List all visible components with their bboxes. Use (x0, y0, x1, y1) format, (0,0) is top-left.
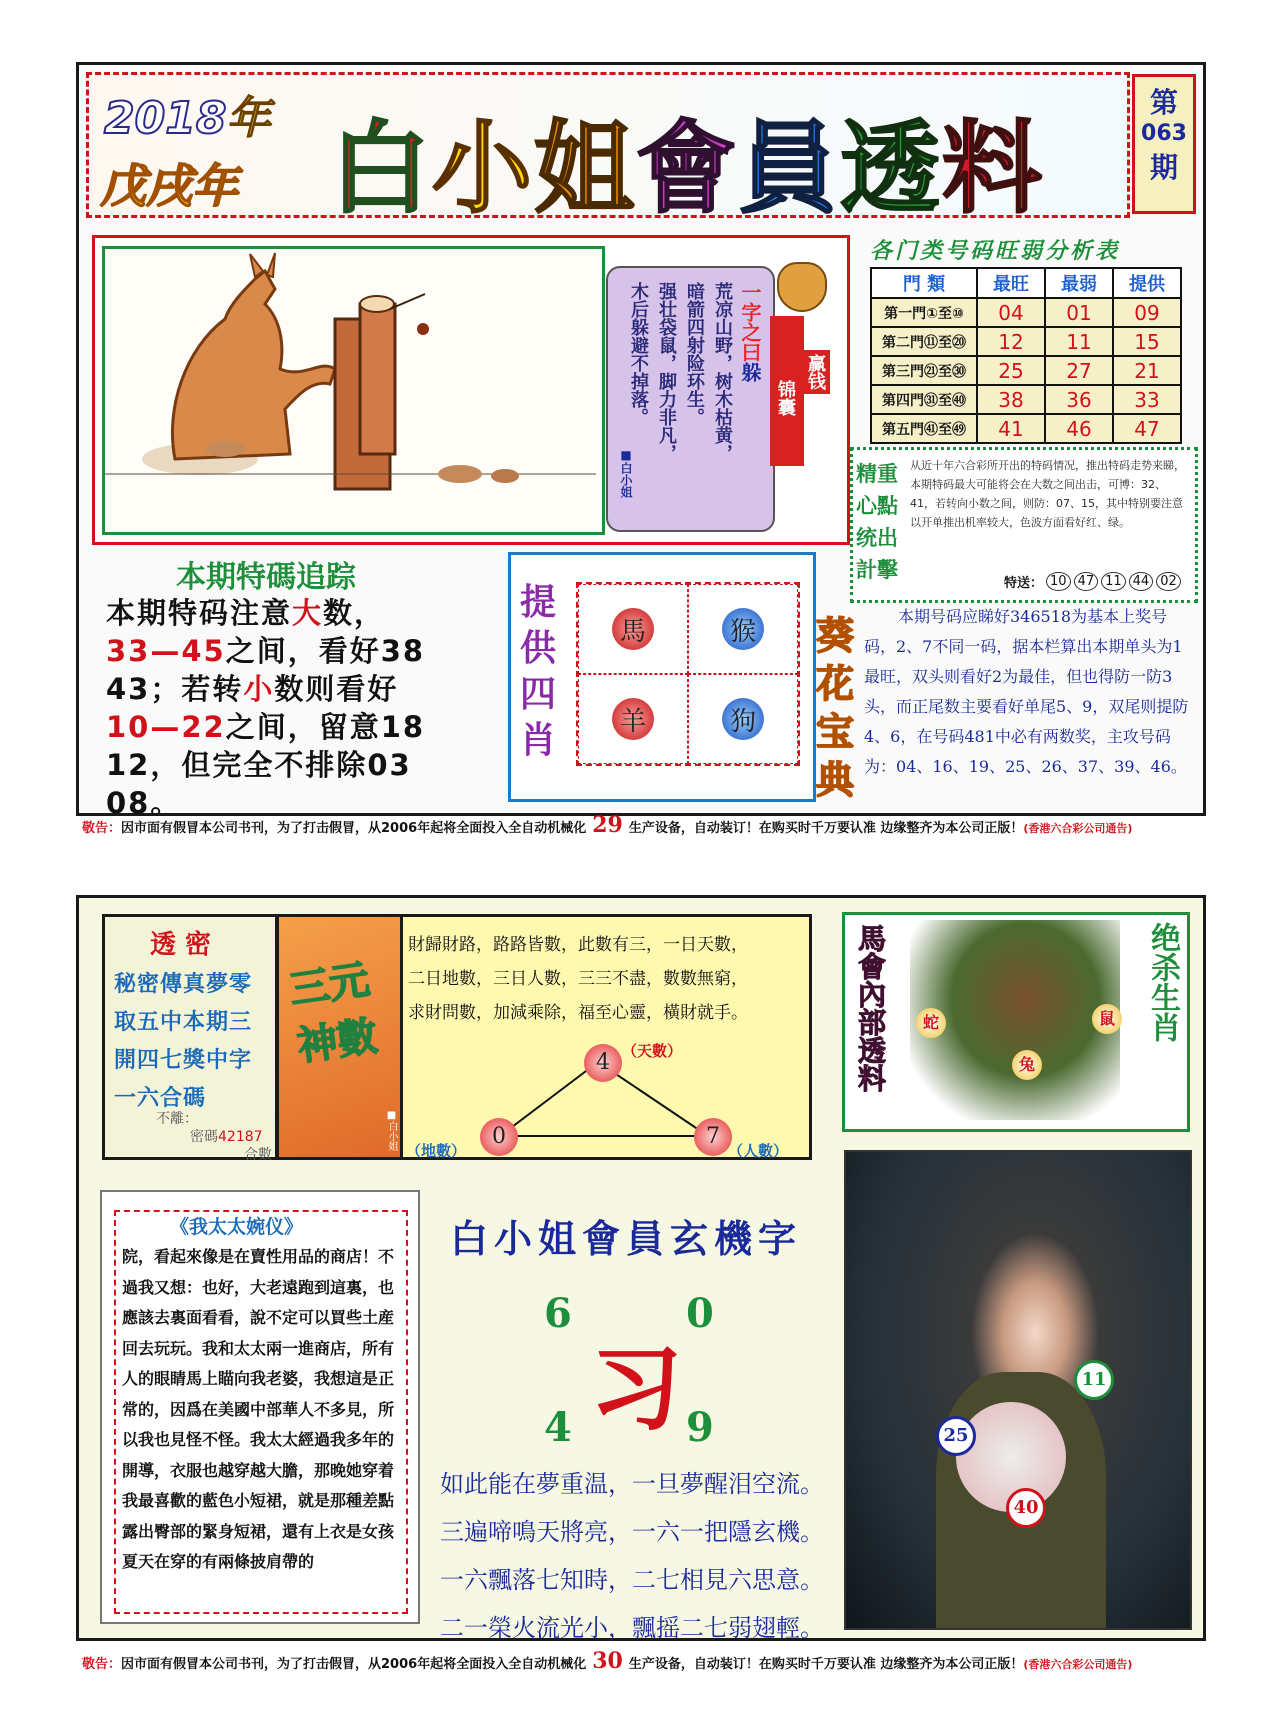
kangaroo-illustration (102, 246, 605, 535)
kuihua-text: 本期号码应睇好346518为基本上奖号码，2、7不同一码，据本栏算出本期单头为1最旺，双头则看好2为最佳，但也得防一防3头，而正尾数主要看好单尾5、9，双尾则提防4、6，在号码481中必有两数奖，主攻号码为：04、16、19、25、26、37、39、46。 (864, 607, 1189, 776)
masthead-year: 2018年 (104, 93, 271, 144)
xuanji-title: 白小姐會員玄機字 (450, 1217, 803, 1261)
max-cell: 04 (977, 298, 1045, 327)
issue-prefix: 第 (1149, 86, 1178, 119)
horse-label: 馬會內部透料 (854, 924, 887, 1092)
ren-label: （人數） (728, 1142, 789, 1160)
min-cell: 27 (1045, 356, 1113, 385)
title-char: 會 (636, 110, 736, 227)
max-cell: 25 (977, 356, 1045, 385)
scroll-line: 强壮袋鼠，脚力非凡， (656, 282, 677, 462)
table-row (871, 298, 1181, 327)
masthead-title (330, 88, 1042, 227)
masthead-zodiac-year: 戊戌年 (100, 159, 238, 213)
sanyuan-credit: ■白小姐 (386, 1110, 397, 1151)
title-char: 姐 (534, 110, 634, 227)
photo-ball: 11 (1074, 1360, 1114, 1400)
secret-note: 不離： 密碼42187 合數 (156, 1111, 272, 1163)
xuanji-num: 9 (686, 1404, 714, 1451)
col-header: 最弱 (1045, 268, 1113, 298)
offer-cell: 15 (1113, 327, 1181, 356)
animal-cell-monkey: 猴 (688, 584, 798, 674)
photo-ball: 25 (936, 1416, 976, 1456)
precise-label: 精重 心點 统出 計擊 (856, 462, 898, 582)
scroll-heading: 一字之曰躲 (738, 282, 762, 382)
analysis-table (870, 267, 1182, 444)
title-char: 料 (942, 110, 1042, 227)
bag-label: 锦囊 (775, 380, 796, 416)
offer-cell: 09 (1113, 298, 1181, 327)
money-bag-icon (777, 262, 827, 312)
xuanji-num: 6 (544, 1290, 572, 1337)
animal-cell-dog: 狗 (688, 674, 798, 764)
table-header-row (871, 268, 1181, 298)
min-cell: 46 (1045, 414, 1113, 443)
offer-cell: 21 (1113, 356, 1181, 385)
issue-badge (1132, 74, 1196, 214)
tracking-text: 本期特码注意大数， 33—45之间，看好38 43；若转小数则看好 10—22之间，留意18 12，但完全不排除03 08。 (106, 596, 426, 820)
door-cell: 第四門㉛至㊵ (871, 385, 977, 414)
kuihua-label: 葵花宝典 (815, 614, 854, 802)
xuanji-num: 4 (544, 1404, 572, 1451)
secret-title: 透 密 (150, 930, 212, 960)
animal-cell-sheep: 羊 (578, 674, 688, 764)
offer-cell: 33 (1113, 385, 1181, 414)
horse-side-label: 绝杀生肖 (1145, 922, 1180, 1042)
issue-suffix: 期 (1149, 151, 1178, 184)
title-char: 小 (432, 110, 532, 227)
zodiac-badge: 鼠 (1092, 1004, 1122, 1034)
sanyuan-label: 三元 神數 (286, 956, 381, 1071)
scroll-signature: ■白小姐 (619, 448, 633, 498)
notice-bar: 敬告：因市面有假冒本公司书刊，为了打击假冒，从2006年起将全面投入全自动机械化 30 生产设备，自动装订！在购买时千万要认准 边缘整齐为本公司正版！(香港六合彩公司通告) (82, 1648, 1133, 1674)
notice-bar: 敬告：因市面有假冒本公司书刊，为了打击假冒，从2006年起将全面投入全自动机械化 29 生产设备，自动装订！在购买时千万要认准 边缘整齐为本公司正版！(香港六合彩公司通告) (82, 812, 1133, 838)
table-row (871, 327, 1181, 356)
di-label: （地數） (406, 1142, 467, 1160)
special-ball: 02 (1156, 572, 1181, 591)
xuanji-num: 0 (686, 1290, 714, 1337)
precise-text: 从近十年六合彩所开出的特码情况，推出特码走势来睇，本期特码最大可能将会在大数之间出击，可博：32、41，若转向小数之间，则防：07、15，其中特别要注意以开单推出机率较大，色波方面看好红、绿。 (910, 459, 1185, 529)
title-char: 白 (330, 110, 430, 227)
scroll-line: 荒凉山野，树木枯黄， (712, 282, 733, 462)
max-cell: 41 (977, 414, 1045, 443)
di-ball: 0 (480, 1118, 518, 1156)
title-char: 員 (738, 110, 838, 227)
ren-ball: 7 (694, 1118, 732, 1156)
xuanji-char: 习 (590, 1336, 683, 1443)
table-row (871, 414, 1181, 443)
min-cell: 36 (1045, 385, 1113, 414)
special-ball: 11 (1101, 572, 1126, 591)
animal-grid (576, 582, 800, 766)
tian-ball: 4 (584, 1044, 622, 1082)
col-header: 提供 (1113, 268, 1181, 298)
max-cell: 12 (977, 327, 1045, 356)
four-shengxiao-label: 提供四肖 (519, 582, 556, 761)
table-row (871, 385, 1181, 414)
min-cell: 11 (1045, 327, 1113, 356)
zodiac-badge: 兔 (1012, 1050, 1042, 1080)
door-cell: 第二門⑪至⑳ (871, 327, 977, 356)
table-row (871, 356, 1181, 385)
tracking-title: 本期特碼追踪 (176, 560, 356, 595)
door-cell: 第三門㉑至㉚ (871, 356, 977, 385)
sanyuan-text: 財歸財路，路路皆數，此數有三，一日天數， 二日地數，三日人數，三三不盡，數數無窮， 求財問數，加減乘除，福至心靈，橫財就手。 (408, 935, 748, 1023)
secret-text: 秘密傳真夢零取五中本期三開四七獎中字一六合碼 (114, 972, 253, 1111)
story-text: 院，看起來像是在賣性用品的商店！不過我又想：也好，大老遠跑到這裏，也應該去裏面看看，說不定可以買些土産回去玩玩。我和太太兩一進商店，所有人的眼睛馬上瞄向我老婆，我想這是正常的，因爲在美國中部華人不多見，所以我也見怪不怪。我太太經過我多年的開導，衣服也越穿越大膽，那晚她穿着我最喜歡的藍色小短裙，就是那種差點露出臀部的緊身短裙，還有上衣是女孩夏天在穿的有兩條披肩帶的 (122, 1247, 395, 1571)
xuanji-poem: 如此能在夢重温，一旦夢醒泪空流。 三遍啼鳴天將亮，一六一把隱玄機。 一六飄落七知時，二七相見六思意。 二一榮火流光小，飄摇二七弱翅輕。 (440, 1470, 824, 1642)
door-cell: 第五門㊶至㊾ (871, 414, 977, 443)
col-header: 門 類 (871, 268, 977, 298)
min-cell: 01 (1045, 298, 1113, 327)
portrait-photo (844, 1150, 1192, 1630)
story-title: 《我太太婉仪》 (166, 1212, 307, 1239)
animal-cell-horse: 馬 (578, 584, 688, 674)
issue-number: 063 (1141, 121, 1187, 146)
analysis-title: 各门类号码旺弱分析表 (870, 239, 1121, 264)
scroll-line: 暗箭四射险环生。 (684, 282, 705, 426)
special-numbers: 特送： 10 47 11 44 02 (1004, 572, 1181, 591)
special-ball: 10 (1046, 572, 1071, 591)
tian-label: （天數） (622, 1042, 683, 1060)
zodiac-badge: 蛇 (916, 1008, 946, 1038)
col-header: 最旺 (977, 268, 1045, 298)
special-ball: 47 (1074, 572, 1099, 591)
max-cell: 38 (977, 385, 1045, 414)
title-char: 透 (840, 110, 940, 227)
photo-ball: 40 (1006, 1488, 1046, 1528)
special-ball: 44 (1129, 572, 1154, 591)
offer-cell: 47 (1113, 414, 1181, 443)
bag-label: 赢钱 (800, 350, 830, 394)
door-cell: 第一門①至⑩ (871, 298, 977, 327)
scroll-panel (606, 266, 775, 532)
scroll-line: 木后躲避不掉落。 (628, 282, 649, 426)
sanyuan-label-box (276, 914, 406, 1160)
